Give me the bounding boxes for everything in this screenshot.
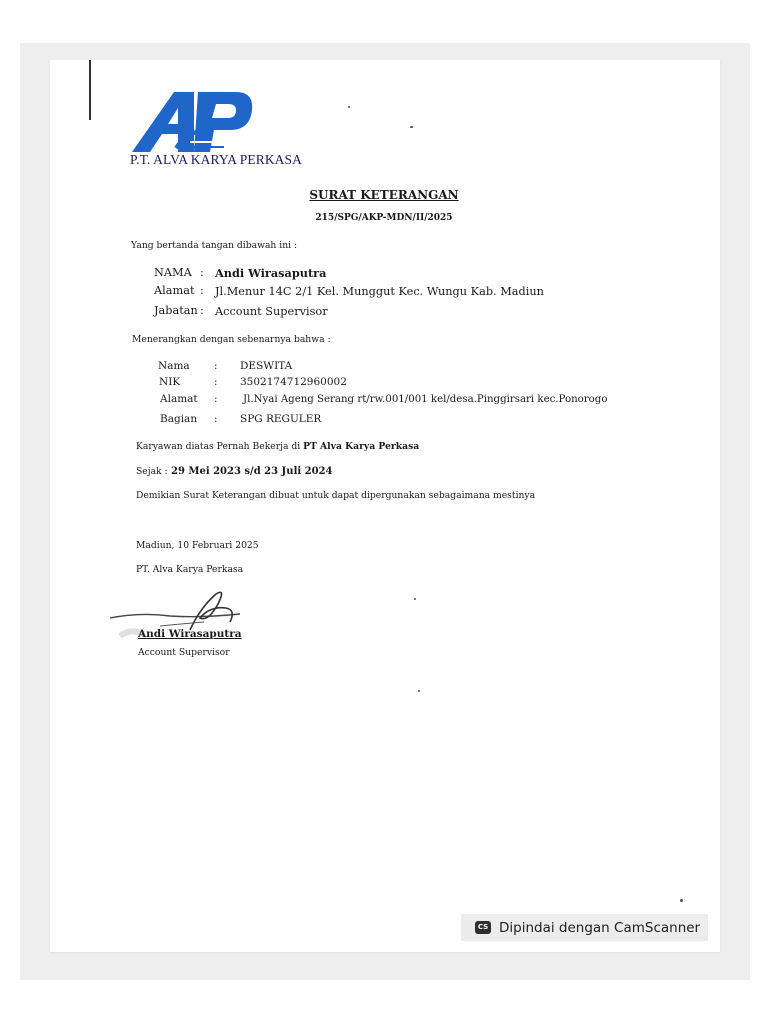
signer-position-label: Jabatan [154,304,198,317]
employment-company: PT Alva Karya Perkasa [303,441,420,452]
statement-text: Menerangkan dengan sebenarnya bahwa : [132,334,331,345]
scan-speck [414,598,416,600]
signature-title: Account Supervisor [138,647,230,658]
employee-name-label: Nama [158,360,190,372]
document-title: SURAT KETERANGAN [309,188,459,202]
signer-name-label: NAMA [154,266,192,279]
separator: : [214,376,218,388]
company-name: P.T. ALVA KARYA PERKASA [130,152,302,167]
separator: : [214,360,218,372]
separator: : [200,266,204,279]
employment-statement [136,441,419,452]
employee-nik-value: 3502174712960002 [240,376,347,388]
place-date: Madiun, 10 Februari 2025 [136,540,259,551]
signer-address-value: Jl.Menur 14C 2/1 Kel. Munggut Kec. Wungu Kab. Madiun [215,285,544,298]
separator: : [214,393,218,405]
employee-division-value: SPG REGULER [240,413,322,425]
camscanner-watermark [461,914,708,941]
signature-name: Andi Wirasaputra [138,628,242,640]
scan-speck [680,899,683,902]
intro-text: Yang bertanda tangan dibawah ini : [131,240,298,251]
scan-edge-line [89,60,91,120]
employment-text: Karyawan diatas Pernah Bekerja di [136,441,301,452]
company-signature-line: PT. Alva Karya Perkasa [136,564,244,575]
closing-text: Demikian Surat Keterangan dibuat untuk dapat dipergunakan sebagaimana mestinya [136,490,536,501]
separator: : [200,304,204,317]
employee-division-label: Bagian [160,413,198,425]
signer-name-value: Andi Wirasaputra [215,266,327,280]
since-value: 29 Mei 2023 s/d 23 Juli 2024 [170,466,333,477]
separator: : [200,284,204,297]
document-number: 215/SPG/AKP-MDN/II/2025 [315,213,453,223]
employee-name-value: DESWITA [240,360,293,372]
employee-address-label: Alamat [160,393,198,405]
employee-address-value: Jl.Nyai Ageng Serang rt/rw.001/001 kel/desa.Pinggirsari kec.Ponorogo [243,394,608,405]
employee-nik-label: NIK [159,376,181,388]
separator: : [214,413,218,425]
camscanner-icon: CS [475,921,491,934]
scan-speck [418,690,420,692]
since-label: Sejak : [136,466,168,477]
employment-period [136,465,332,477]
scan-speck [348,106,350,108]
signer-address-label: Alamat [154,284,195,297]
signer-position-value: Account Supervisor [215,305,328,318]
scan-speck [410,126,413,128]
camscanner-text: Dipindai dengan CamScanner [499,919,701,936]
